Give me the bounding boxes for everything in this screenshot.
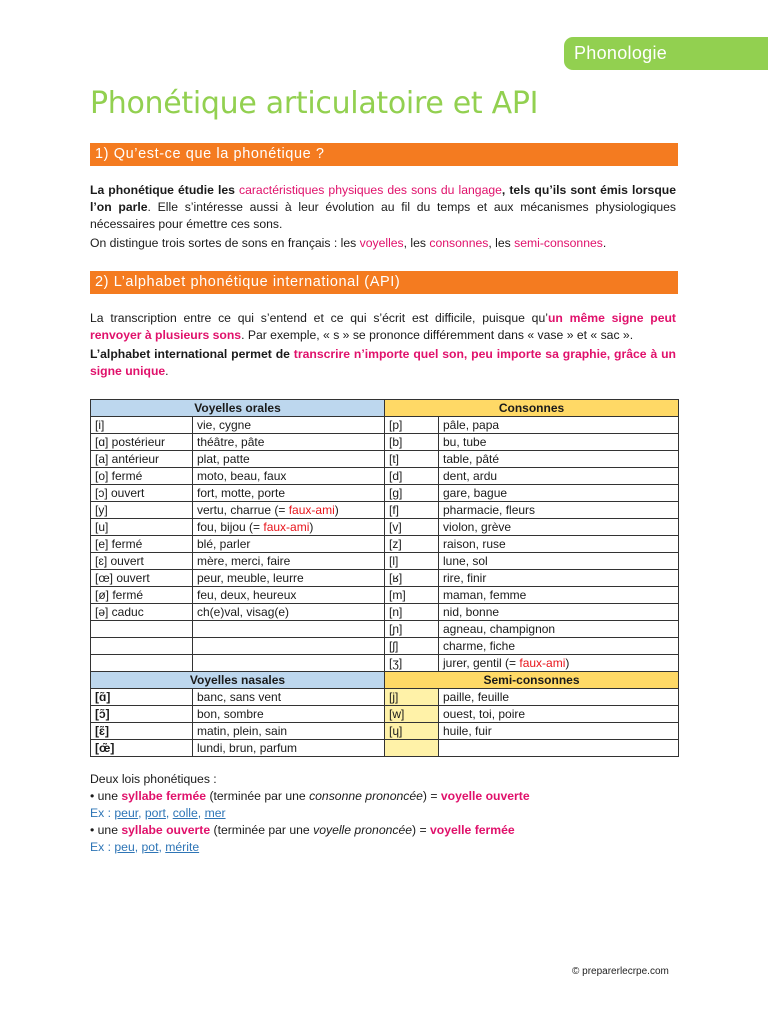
example-word: colle [172,806,198,820]
consonant-symbol: [ʃ] [385,638,439,655]
p2-text-g: . [602,236,607,250]
laws-block [90,771,676,856]
oral-examples: moto, beau, faux [193,468,385,485]
example-word: port [144,806,166,820]
header-consonnes: Consonnes [385,400,679,417]
oral-examples: peur, meuble, leurre [193,570,385,587]
table-row [91,451,679,468]
oral-symbol: [y] [91,502,193,519]
section-2-heading: 2) L’alphabet phonétique international (API) [90,271,678,294]
header-voyelles-orales: Voyelles orales [91,400,385,417]
consonant-examples: table, pâté [439,451,679,468]
consonant-symbol: [z] [385,536,439,553]
oral-symbol: [e] fermé [91,536,193,553]
law-2-example: Ex : peu, pot, mérite [90,840,200,854]
law-1-example: Ex : peur, port, colle, mer [90,806,226,820]
nasal-examples: banc, sans vent [193,689,385,706]
oral-symbol: [œ] ouvert [91,570,193,587]
p1-text-a: La phonétique étudie les [90,183,239,197]
semi-examples: huile, fuir [439,723,679,740]
consonant-examples: pharmacie, fleurs [439,502,679,519]
law2-syllabe-ouverte: syllabe ouverte [121,823,211,837]
nasal-symbol: [ɛ̃] [91,723,193,740]
example-word: peu [114,840,135,854]
consonant-symbol: [ʁ] [385,570,439,587]
faux-ami-label: faux-ami [288,503,335,517]
nasal-symbol: [ɑ̃] [91,689,193,706]
consonant-symbol: [ɲ] [385,621,439,638]
p1-highlight: caractéristiques physiques des sons du langage [239,183,502,197]
p1-text-c: , tels qu’ils sont émis lorsque l’on parle [90,183,676,214]
table-row [91,519,679,536]
oral-examples: théâtre, pâte [193,434,385,451]
p2-text-a: On distingue trois sortes de sons en français : les [90,236,360,250]
consonant-examples: jurer, gentil (= faux-ami) [439,655,679,672]
example-word: pot [141,840,159,854]
paragraph-3 [90,310,676,344]
consonant-examples: bu, tube [439,434,679,451]
oral-examples: blé, parler [193,536,385,553]
consonant-examples: charme, fiche [439,638,679,655]
oral-symbol [91,638,193,655]
law1-e: ) = [422,789,441,803]
p4-text-a: L’alphabet international permet de [90,347,294,361]
paragraph-4 [90,346,676,380]
consonant-symbol: [g] [385,485,439,502]
example-word: mer [204,806,226,820]
p4-highlight: transcrire n’importe quel son, peu importe sa graphie, grâce à un signe unique [90,347,676,378]
oral-examples: plat, patte [193,451,385,468]
semi-symbol: [w] [385,706,439,723]
oral-symbol: [ɔ] ouvert [91,485,193,502]
law2-voyelle-prononcee: voyelle prononcée [313,823,413,837]
consonant-symbol: [n] [385,604,439,621]
header-semi-consonnes: Semi-consonnes [385,672,679,689]
header-voyelles-nasales: Voyelles nasales [91,672,385,689]
section-1-heading: 1) Qu’est-ce que la phonétique ? [90,143,678,166]
table-row [91,417,679,434]
oral-examples [193,638,385,655]
oral-symbol: [ɛ] ouvert [91,553,193,570]
consonant-symbol: [p] [385,417,439,434]
law1-voyelle-ouverte: voyelle ouverte [440,789,530,803]
law-1 [90,788,676,805]
table-row [91,689,679,706]
page-title: Phonétique articulatoire et API [90,86,539,121]
table-row [91,570,679,587]
consonant-symbol: [ʒ] [385,655,439,672]
p3-highlight: un même signe peut renvoyer à plusieurs sons [90,311,676,342]
table-row [91,706,679,723]
copyright-footer: © preparerlecrpe.com [572,966,669,977]
p2-semi-consonnes: semi-consonnes [514,236,603,250]
paragraph-2 [90,235,676,252]
nasal-examples: lundi, brun, parfum [193,740,385,757]
semi-symbol: [ɥ] [385,723,439,740]
oral-examples: vie, cygne [193,417,385,434]
table-row [91,536,679,553]
nasal-examples: matin, plein, sain [193,723,385,740]
oral-symbol [91,655,193,672]
oral-symbol: [a] antérieur [91,451,193,468]
p4-text-c: . [165,364,169,378]
oral-examples: fou, bijou (= faux-ami) [193,519,385,536]
law1-a: • une [90,789,122,803]
table-row [91,740,679,757]
oral-examples: fort, motte, porte [193,485,385,502]
oral-examples [193,621,385,638]
table-row [91,621,679,638]
table-row [91,604,679,621]
p1-text-d: . Elle s’intéresse aussi à leur évolution au fil du temps et aux mécanismes physiologiques nécessaires pour émettre ces sons. [90,200,676,231]
table-row [91,468,679,485]
semi-examples: paille, feuille [439,689,679,706]
faux-ami-label: faux-ami [519,656,566,670]
example-word: mérite [165,840,200,854]
consonant-examples: maman, femme [439,587,679,604]
law2-e: ) = [412,823,430,837]
semi-symbol [385,740,439,757]
p2-consonnes: consonnes [429,236,489,250]
law2-voyelle-fermee: voyelle fermée [430,823,515,837]
law-2 [90,822,676,839]
law1-consonne-prononcee: consonne prononcée [309,789,423,803]
consonant-examples: dent, ardu [439,468,679,485]
consonant-symbol: [t] [385,451,439,468]
p2-text-c: , les [403,236,430,250]
consonant-symbol: [f] [385,502,439,519]
consonant-examples: raison, ruse [439,536,679,553]
consonant-examples: agneau, champignon [439,621,679,638]
table-row [91,434,679,451]
law2-c: (terminée par une [210,823,314,837]
oral-symbol: [u] [91,519,193,536]
p3-text-c: . Par exemple, « s » se prononce différemment dans « vase » et « sac ». [241,328,634,342]
consonant-examples: nid, bonne [439,604,679,621]
consonant-symbol: [v] [385,519,439,536]
oral-symbol: [ø] fermé [91,587,193,604]
consonant-symbol: [d] [385,468,439,485]
table-row [91,502,679,519]
consonant-examples: pâle, papa [439,417,679,434]
table-row [91,638,679,655]
oral-examples: mère, merci, faire [193,553,385,570]
table-row [91,723,679,740]
consonant-symbol: [l] [385,553,439,570]
p2-text-e: , les [488,236,515,250]
paragraph-1 [90,182,676,233]
oral-symbol: [ɑ] postérieur [91,434,193,451]
consonant-examples: violon, grève [439,519,679,536]
example-word: peur [114,806,139,820]
table-row [91,485,679,502]
oral-symbol [91,621,193,638]
consonant-examples: lune, sol [439,553,679,570]
laws-intro: Deux lois phonétiques : [90,772,217,786]
oral-examples: ch(e)val, visag(e) [193,604,385,621]
consonant-examples: rire, finir [439,570,679,587]
table-row [91,553,679,570]
faux-ami-label: faux-ami [263,520,310,534]
table-row [91,655,679,672]
api-table [90,399,679,757]
consonant-examples: gare, bague [439,485,679,502]
law1-syllabe-fermee: syllabe fermée [121,789,207,803]
p2-voyelles: voyelles [359,236,404,250]
p3-text-a: La transcription entre ce qui s’entend et ce qui s’écrit est difficile, puisque qu’ [90,311,548,325]
nasal-symbol: [ɔ̃] [91,706,193,723]
consonant-symbol: [m] [385,587,439,604]
semi-examples [439,740,679,757]
table-row [91,587,679,604]
semi-examples: ouest, toi, poire [439,706,679,723]
nasal-examples: bon, sombre [193,706,385,723]
law2-a: • une [90,823,122,837]
oral-examples: vertu, charrue (= faux-ami) [193,502,385,519]
oral-symbol: [o] fermé [91,468,193,485]
oral-symbol: [i] [91,417,193,434]
oral-symbol: [ə] caduc [91,604,193,621]
oral-examples [193,655,385,672]
oral-examples: feu, deux, heureux [193,587,385,604]
category-badge: Phonologie [564,37,768,70]
table-row [91,400,679,417]
law1-c: (terminée par une [206,789,310,803]
semi-symbol: [j] [385,689,439,706]
table-row [91,672,679,689]
nasal-symbol: [œ̃] [91,740,193,757]
consonant-symbol: [b] [385,434,439,451]
